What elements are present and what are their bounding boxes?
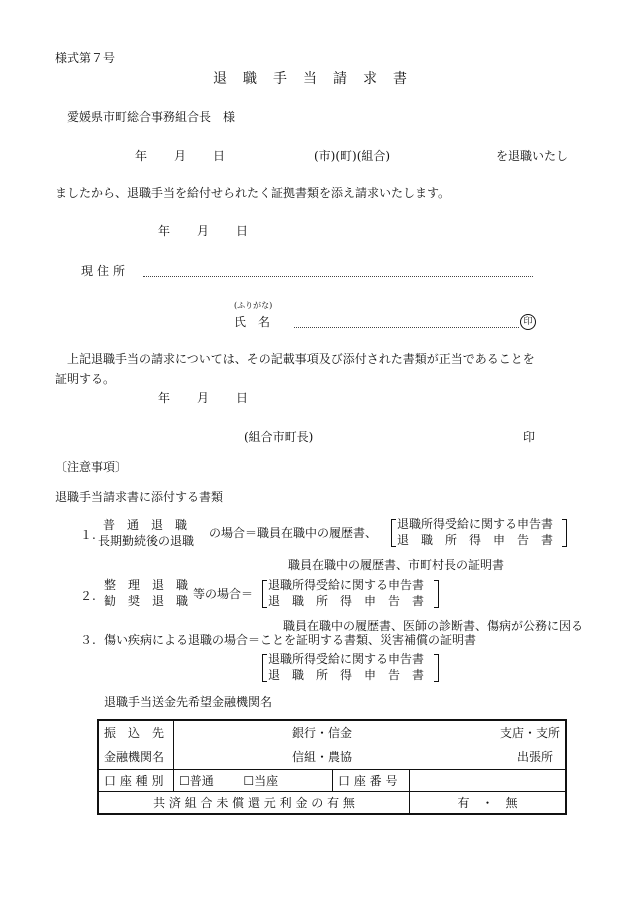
item3-bracket-left <box>262 654 267 682</box>
item1-doc-b: 退 職 所 得 申 告 書 <box>397 533 554 547</box>
item1-bracket-left <box>391 519 396 547</box>
certification-text-2: 証明する。 <box>55 372 116 386</box>
page-title: 退職手当請求書 <box>213 71 423 87</box>
acct-type-ordinary[interactable]: ☐普通 <box>179 773 214 788</box>
cert-month-label: 月 <box>197 391 210 405</box>
bank-r2-label: 金融機関名 <box>98 745 174 770</box>
addressee: 愛媛県市町総合事務組合長 様 <box>67 110 236 124</box>
retire-year-label: 年 <box>135 149 148 163</box>
item1-extra: 職員在職中の履歴書、市町村長の証明書 <box>288 558 505 572</box>
cert-day-label: 日 <box>236 391 249 405</box>
retire-day-label: 日 <box>213 149 226 163</box>
item3-doc-b: 退 職 所 得 申 告 書 <box>268 668 425 682</box>
item1-bracket-right <box>562 519 567 547</box>
item3-pre: 職員在職中の履歴書、医師の診断書、傷病が公務に因る <box>283 619 584 633</box>
item1-doc-a: 退職所得受給に関する申告書 <box>397 517 554 531</box>
notes-heading: 〔注意事項〕 <box>55 460 128 474</box>
request-month-label: 月 <box>197 224 210 238</box>
item1-case-a: 普 通 退 職 <box>103 518 188 532</box>
bank-r1-label: 振 込 先 <box>98 720 174 745</box>
seal-mark: 印 <box>520 314 536 330</box>
acct-no-field[interactable] <box>410 769 567 791</box>
retire-text-tail: を退職いたし <box>496 149 569 163</box>
item2-bracket-right <box>434 580 439 608</box>
mayor-label: (組合市町長) <box>244 430 314 444</box>
form-number: 様式第７号 <box>55 51 116 65</box>
item2-case-b: 勧 奨 退 職 <box>104 594 189 608</box>
bank-heading: 退職手当送金先希望金融機関名 <box>104 695 273 709</box>
request-text: ましたから、退職手当を給付せられたく証拠書類を添え請求いたします。 <box>55 186 451 200</box>
cert-year-label: 年 <box>158 391 171 405</box>
item3-main: 傷い疾病による退職の場合＝ことを証明する書類、災害補償の証明書 <box>104 633 477 647</box>
branch-type2[interactable]: 出張所 <box>410 745 567 770</box>
attach-heading: 退職手当請求書に添付する書類 <box>55 490 224 504</box>
acct-type-current[interactable]: ☐当座 <box>243 773 279 788</box>
name-line[interactable] <box>294 327 519 328</box>
item3-doc-a: 退職所得受給に関する申告書 <box>268 652 425 666</box>
loan-value[interactable]: 有 ・ 無 <box>410 792 567 815</box>
mayor-seal: 印 <box>523 430 536 444</box>
bank-table <box>97 719 567 815</box>
request-day-label: 日 <box>236 224 249 238</box>
request-year-label: 年 <box>158 224 171 238</box>
address-line[interactable] <box>143 276 533 277</box>
branch-type1[interactable]: 支店・支所 <box>410 720 567 745</box>
item3-number: ３. <box>80 633 96 647</box>
item2-doc-b: 退 職 所 得 申 告 書 <box>268 594 425 608</box>
name-label: 氏 名 <box>234 315 271 329</box>
acct-type-label: 口 座 種 別 <box>98 769 174 791</box>
item1-case-suffix: の場合＝職員在職中の履歴書、 <box>209 526 378 540</box>
item2-bracket-left <box>262 580 267 608</box>
bank-type1[interactable]: 銀行・信金 <box>174 720 410 745</box>
item2-number: ２. <box>80 589 96 603</box>
item2-case-a: 整 理 退 職 <box>104 578 189 592</box>
org-type-label: (市)(町)(組合) <box>314 149 391 163</box>
loan-label: 共 済 組 合 未 償 還 元 利 金 の 有 無 <box>98 792 410 815</box>
item3-bracket-right <box>434 654 439 682</box>
retire-month-label: 月 <box>174 149 187 163</box>
certification-text-1: 上記退職手当の請求については、その記載事項及び添付された書類が正当であることを <box>67 352 535 366</box>
furigana-label: (ふりがな) <box>234 301 273 310</box>
address-label: 現住所 <box>81 264 130 278</box>
item2-case-suffix: 等の場合＝ <box>193 587 254 601</box>
item1-case-b: 長期勤続後の退職 <box>98 534 195 548</box>
item1-number: １. <box>80 528 96 542</box>
item2-doc-a: 退職所得受給に関する申告書 <box>268 578 425 592</box>
bank-type2[interactable]: 信組・農協 <box>174 745 410 770</box>
acct-no-label: 口 座 番 号 <box>333 769 410 791</box>
